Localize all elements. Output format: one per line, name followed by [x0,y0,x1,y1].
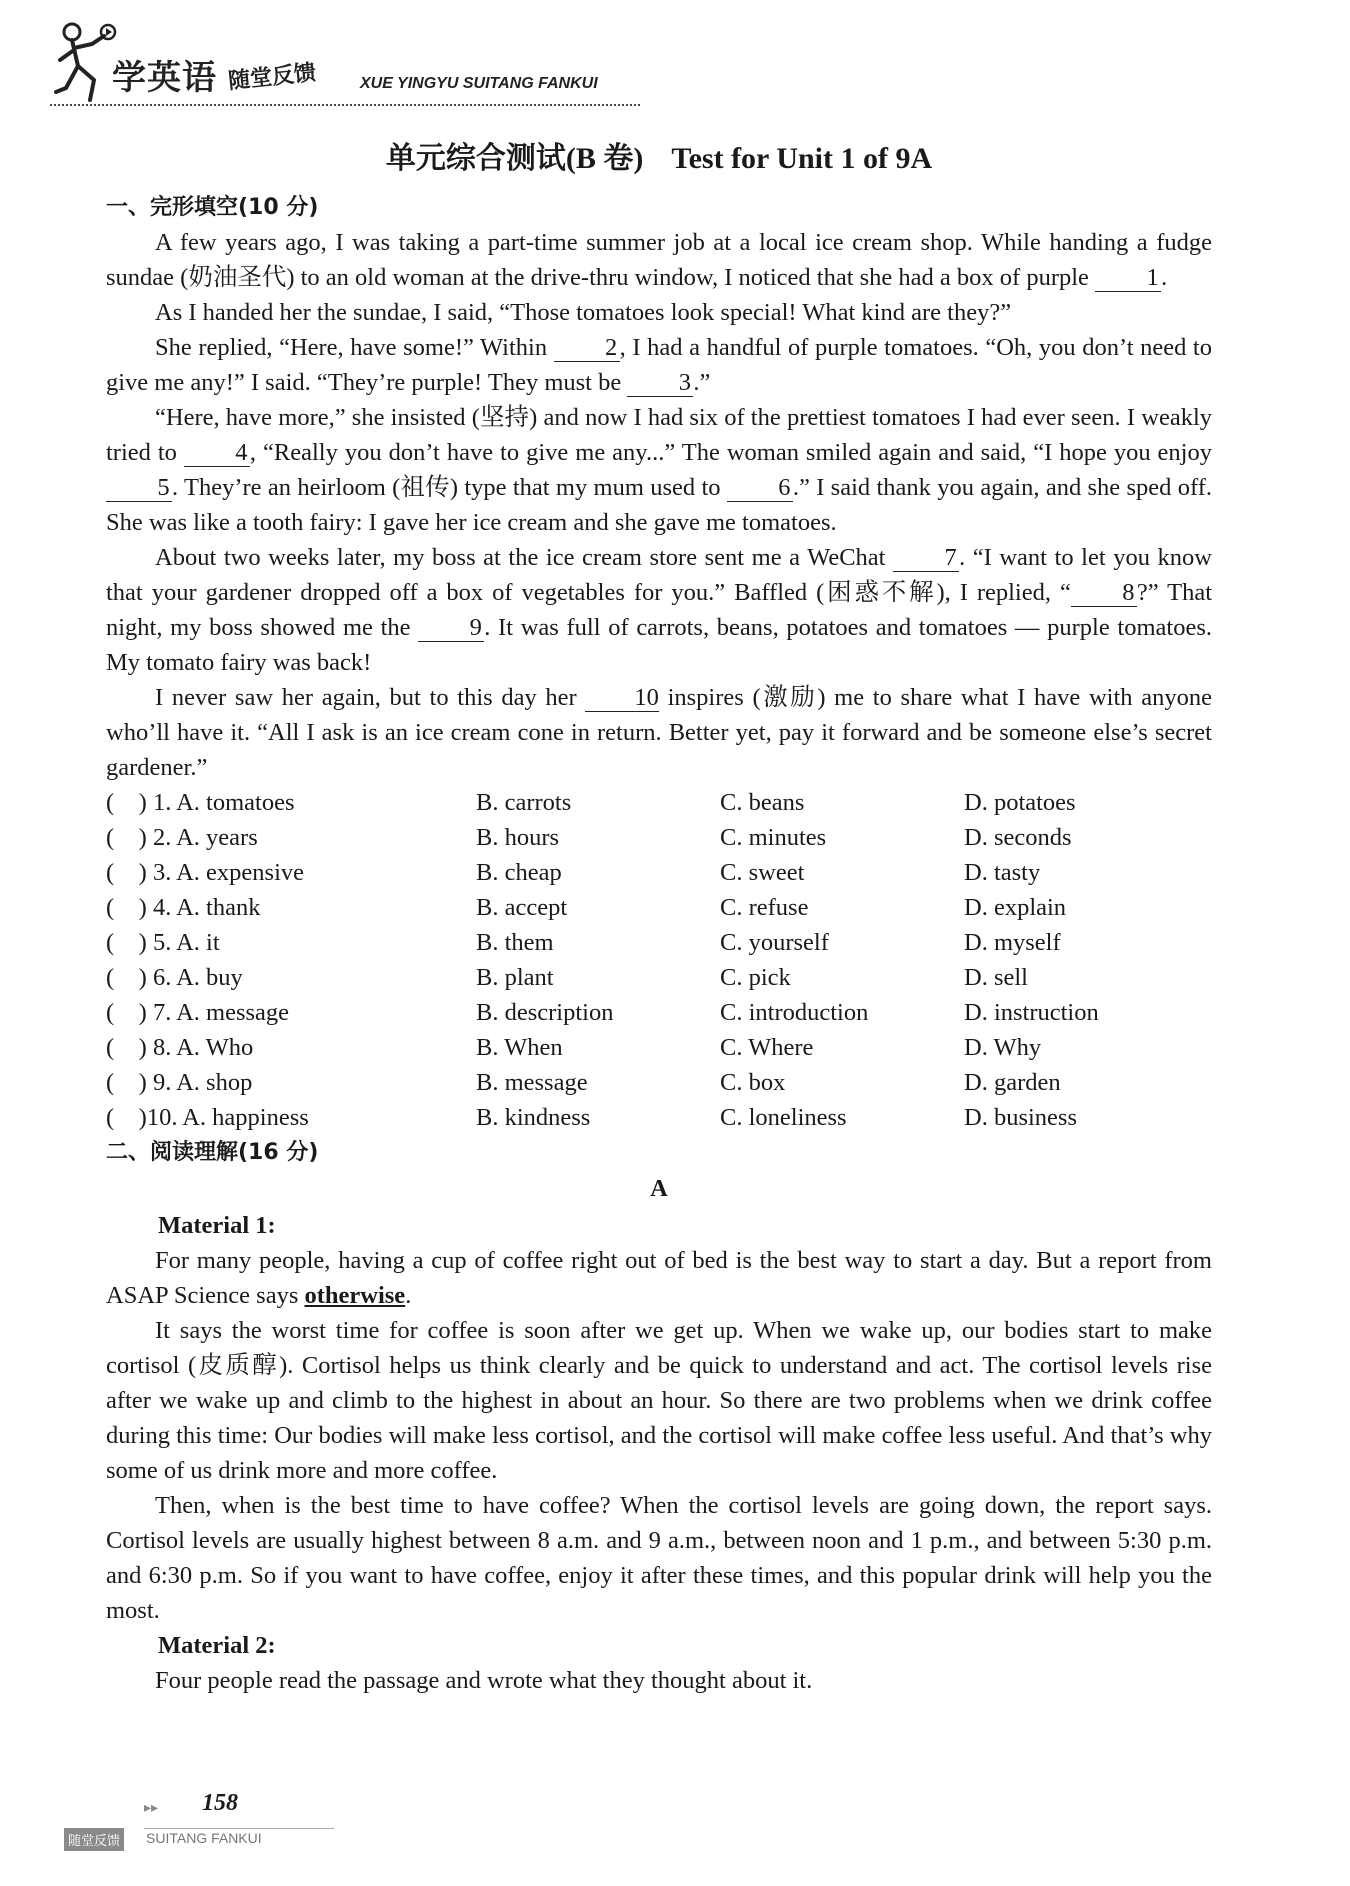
option-d: D. seconds [964,824,1072,851]
option-question[interactable]: ( ) 3. A. expensive [106,859,304,886]
option-question[interactable]: ( )10. A. happiness [106,1104,309,1131]
option-d: D. business [964,1104,1077,1131]
option-d: D. potatoes [964,789,1076,816]
page-number: 158 [202,1790,238,1816]
option-c: C. minutes [720,824,827,851]
option-d: D. sell [964,964,1028,991]
cloze-blank[interactable]: 6 [727,475,793,502]
option-question[interactable]: ( ) 8. A. Who [106,1034,254,1061]
option-d: D. myself [964,929,1061,956]
cloze-paragraph [106,225,1212,295]
option-d: D. Why [964,1034,1042,1061]
cloze-text: . They’re an heirloom (祖传) type that my mum used to [172,474,727,501]
option-row [106,855,1212,890]
option-question[interactable]: ( ) 2. A. years [106,824,258,851]
footer-divider [144,1828,334,1829]
page-arrow-icon: ▸▸ [144,1800,159,1816]
cloze-blank[interactable]: 5 [106,475,172,502]
m1-text-end: . [405,1282,412,1309]
option-row [106,820,1212,855]
option-c: C. Where [720,1034,814,1061]
option-question[interactable]: ( ) 6. A. buy [106,964,243,991]
option-b: B. carrots [476,789,572,816]
option-d: D. garden [964,1069,1061,1096]
logo-title: 学英语 [112,58,217,98]
cloze-text: . “I want to let you know that your gardener dropped off a box of vegetables for you.” Baffled (困惑不解), I replied, “ [106,544,1212,606]
option-b: B. message [476,1069,588,1096]
footer-pinyin: SUITANG FANKUI [146,1830,262,1846]
option-row [106,890,1212,925]
cloze-passage [106,225,1212,785]
option-question[interactable]: ( ) 5. A. it [106,929,220,956]
cloze-text: A few years ago, I was taking a part-time summer job at a local ice cream shop. While handing a fudge sundae (奶油圣代) to an old woman at the drive-thru window, I noticed that she had a box of purple [106,229,1212,291]
option-c: C. pick [720,964,791,991]
option-b: B. them [476,929,554,956]
option-d: D. tasty [964,859,1041,886]
runner-logo-icon [50,18,120,110]
underlined-word: otherwise [304,1282,406,1309]
option-b: B. accept [476,894,568,921]
cloze-text: inspires (激励) me to share what I have with anyone who’ll have it. “All I ask is an ice cream cone in return. Better yet, pay it forward and be someone else’s secret gardener.” [106,684,1212,781]
option-b: B. cheap [476,859,562,886]
option-question[interactable]: ( ) 4. A. thank [106,894,261,921]
cloze-paragraph [106,540,1212,680]
page-header [50,18,650,110]
material-2-heading: Material 2: [158,1632,276,1659]
material-1-paragraph [106,1243,1212,1313]
page-footer [64,1786,364,1856]
cloze-text: .” I said thank you again, and she sped off. She was like a tooth fairy: I gave her ice cream and she gave me tomatoes. [106,474,1212,536]
logo-subtitle: 随堂反馈 [227,60,318,95]
cloze-text: About two weeks later, my boss at the ice cream store sent me a WeChat [155,544,894,571]
title-cn: 单元综合测试(B 卷) [385,142,644,175]
logo-pinyin: XUE YINGYU SUITANG FANKUI [360,75,598,92]
option-c: C. sweet [720,859,805,886]
page-title [106,138,1212,180]
cloze-options [106,785,1212,1135]
cloze-blank[interactable]: 7 [893,545,959,572]
cloze-paragraph [106,295,1212,330]
option-b: B. When [476,1034,563,1061]
option-c: C. introduction [720,999,869,1026]
option-b: B. description [476,999,614,1026]
option-c: C. yourself [720,929,829,956]
footer-badge: 随堂反馈 [64,1828,124,1851]
section-1-heading: 一、完形填空(10 分) [106,195,319,220]
option-c: C. beans [720,789,805,816]
m1-text: For many people, having a cup of coffee right out of bed is the best way to start a day. But a report from ASAP Science says [106,1247,1212,1309]
cloze-blank[interactable]: 8 [1071,580,1137,607]
option-c: C. loneliness [720,1104,847,1131]
header-divider [50,104,640,106]
cloze-text: ?” That night, my boss showed me the [106,579,1212,641]
cloze-text: .” [693,369,711,396]
cloze-text: I never saw her again, but to this day her [155,684,586,711]
option-row [106,1065,1212,1100]
option-b: B. hours [476,824,560,851]
cloze-text: , I had a handful of purple tomatoes. “Oh, you don’t need to give me any!” I said. “They’re purple! They must be [106,334,1212,396]
page-content [106,138,1212,1698]
option-row [106,1030,1212,1065]
material-1-heading: Material 1: [158,1212,276,1239]
cloze-blank[interactable]: 1 [1095,265,1161,292]
cloze-text: She replied, “Here, have some!” Within [155,334,554,361]
cloze-text: . It was full of carrots, beans, potatoes and tomatoes — purple tomatoes. My tomato fairy was back! [106,614,1212,676]
option-d: D. explain [964,894,1067,921]
option-question[interactable]: ( ) 1. A. tomatoes [106,789,295,816]
cloze-text: “Here, have more,” she insisted (坚持) and now I had six of the prettiest tomatoes I had ever seen. I weakly tried to [106,404,1212,466]
option-row [106,995,1212,1030]
option-b: B. kindness [476,1104,591,1131]
title-en: Test for Unit 1 of 9A [671,142,933,175]
material-1-paragraph: It says the worst time for coffee is soon after we get up. When we wake up, our bodies start to make cortisol (皮质醇). Cortisol helps us think clearly and be quick to understand and act. The cortisol levels rise after we wake up and climb to the highest in about an hour. So there are two problems when we drink coffee during this time: Our bodies will make less cortisol, and the cortisol will make coffee less useful. And that’s why some of us drink more and more coffee. [106,1317,1212,1484]
material-1-paragraph: Then, when is the best time to have coffee? When the cortisol levels are going down, the report says. Cortisol levels are usually highest between 8 a.m. and 9 a.m., between noon and 1 p.m., and between 5:30 p.m. and 6:30 p.m. So if you want to have coffee, enjoy it after these times, and this popular drink will help you the most. [106,1492,1212,1624]
material-2-paragraph: Four people read the passage and wrote what they thought about it. [155,1667,813,1694]
cloze-text: . [1161,264,1168,291]
cloze-blank[interactable]: 9 [418,615,484,642]
option-b: B. plant [476,964,554,991]
cloze-paragraph [106,680,1212,785]
section-2-heading: 二、阅读理解(16 分) [106,1140,319,1165]
cloze-blank[interactable]: 4 [184,440,250,467]
option-c: C. box [720,1069,786,1096]
cloze-text: , “Really you don’t have to give me any...” The woman smiled again and said, “I hope you enjoy [249,439,1212,466]
option-row [106,785,1212,820]
option-question[interactable]: ( ) 9. A. shop [106,1069,253,1096]
cloze-paragraph [106,330,1212,400]
option-c: C. refuse [720,894,809,921]
option-row [106,960,1212,995]
cloze-paragraph [106,400,1212,540]
cloze-blank[interactable]: 3 [627,370,693,397]
cloze-blank[interactable]: 2 [554,335,620,362]
option-row [106,925,1212,960]
reading-part-label: A [650,1175,668,1202]
cloze-blank[interactable]: 10 [585,685,659,712]
option-question[interactable]: ( ) 7. A. message [106,999,290,1026]
option-row [106,1100,1212,1135]
cloze-text: As I handed her the sundae, I said, “Those tomatoes look special! What kind are they?” [155,299,1012,326]
option-d: D. instruction [964,999,1099,1026]
